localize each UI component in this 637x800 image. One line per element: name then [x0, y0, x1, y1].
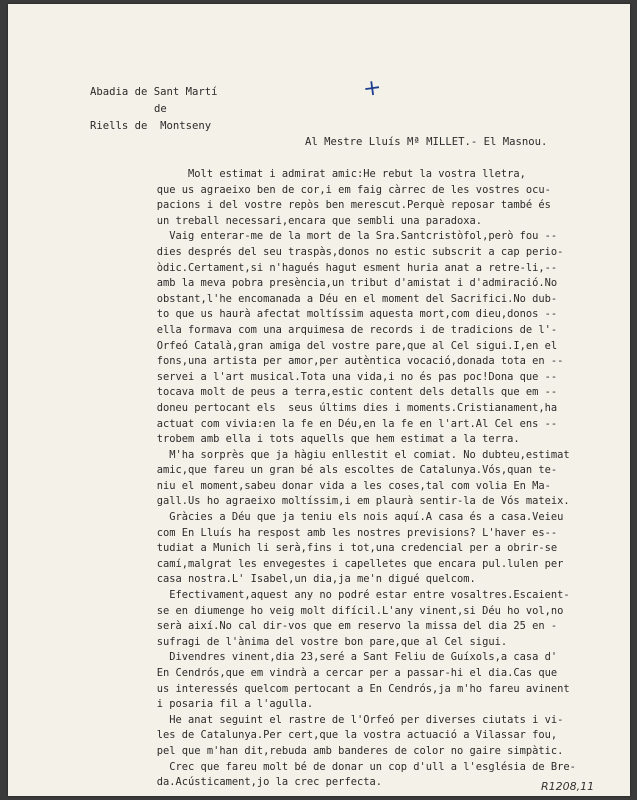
- letter-line: ella formava com una arquimesa de records i de tradicions de l'-: [138, 323, 558, 336]
- sender-line-2: de: [154, 103, 167, 115]
- letter-line: M'ha sorprès que ja hàgiu enllestit el comiat. No dubteu,estimat: [138, 448, 570, 461]
- letter-line: trobem amb ella i tots aquells que hem estimat a la terra.: [138, 433, 520, 446]
- letter-line: da.Acústicament,jo la crec perfecta.: [138, 776, 382, 789]
- sender-line-1: Abadia de Sant Martí: [90, 86, 218, 98]
- letter-line: amic,que fareu un gran bé als escoltes de Catalunya.Vós,quan te-: [138, 464, 558, 477]
- letter-line: En Cendrós,que em vindrà a cercar per a passar-hi el dia.Cas que: [138, 667, 558, 679]
- letter-line: Efectivament,aquest any no podré estar entre vosaltres.Escaient-: [138, 589, 570, 602]
- letter-line: amb la meva pobra presència,un tribut d'amistat i d'admiració.No: [138, 277, 558, 290]
- letter-body: [138, 167, 618, 791]
- letter-page: [8, 4, 630, 796]
- letter-line: us interessés quelcom pertocant a En Cendrós,ja m'ho fareu avinent: [138, 682, 570, 695]
- letter-line: casa nostra.L' Isabel,un dia,ja me'n digué quelcom.: [138, 573, 476, 586]
- letter-line: les de Catalunya.Per cert,que la vostra actuació a Vilassar fou,: [138, 729, 558, 742]
- letter-line: niu el moment,sabeu donar vida a les coses,tal com volia En Ma-: [138, 479, 551, 492]
- letter-line: Vaig enterar-me de la mort de la Sra.Santcristòfol,però fou --: [138, 230, 558, 243]
- letter-line: se en diumenge ho veig molt difícil.L'any vinent,si Déu ho vol,no: [138, 604, 564, 617]
- letter-line: doneu pertocant els seus últims dies i moments.Cristianament,ha: [138, 401, 558, 414]
- letter-line: camí,malgrat les envegestes i capelletes que encara pul.lulen per: [138, 557, 564, 570]
- letter-line: i posaria fil a l'agulla.: [138, 698, 314, 711]
- archive-number: R1208,11: [541, 780, 595, 793]
- letter-line: gall.Us ho agraeixo moltíssim,i em plaurà sentir-la de Vós mateix.: [138, 495, 570, 508]
- letter-line: obstant,l'he encomanada a Déu en el moment del Sacrifici.No dub-: [138, 292, 558, 305]
- letter-line: tudiat a Munich li serà,fins i tot,una credencial per a obrir-se: [138, 542, 558, 555]
- letter-line: serà així.No cal dir-vos que em reservo la missa del dia 25 en -: [138, 620, 558, 633]
- letter-line: fons,una artista per amor,per autèntica vocació,donada tota en --: [138, 355, 564, 368]
- letter-line: Molt estimat i admirat amic:He rebut la vostra lletra,: [138, 168, 526, 180]
- letter-line: Gràcies a Déu que ja teniu els nois aquí.A casa és a casa.Veieu: [138, 511, 564, 524]
- letter-line: que us agraeixo ben de cor,i em faig càrrec de les vostres ocu-: [138, 183, 551, 196]
- letter-line: dies després del seu traspàs,donos no estic subscrit a cap perio-: [138, 245, 564, 258]
- letter-line: òdic.Certament,si n'hagués hagut esment huria anat a retre-li,--: [138, 261, 558, 274]
- letter-line: sufragi de l'ànima del vostre bon pare,que al Cel sigui.: [138, 635, 508, 648]
- letter-line: Crec que fareu molt bé de donar un cop d'ull a l'església de Bre-: [138, 760, 576, 773]
- letter-line: com En Lluís ha respost amb les nostres previsions? L'haver es--: [138, 526, 558, 539]
- letter-line: to que us haurà afectat moltíssim aquesta mort,com dieu,donos --: [138, 308, 558, 321]
- letter-line: Divendres vinent,dia 23,seré a Sant Feliu de Guíxols,a casa d': [138, 651, 558, 664]
- letter-line: tocava molt de peus a terra,estic content dels detalls que em --: [138, 386, 558, 399]
- letter-line: un treball necessari,encara que sembli una paradoxa.: [138, 214, 483, 227]
- sender-line-3: Riells de Montseny: [90, 120, 212, 132]
- letter-line: Orfeó Català,gran amiga del vostre pare,que al Cel sigui.I,en el: [138, 339, 558, 352]
- letter-line: He anat seguint el rastre de l'Orfeó per diverses ciutats i vi-: [138, 713, 564, 726]
- handwritten-cross-mark: +: [361, 74, 384, 103]
- letter-line: pel que m'han dit,rebuda amb banderes de color no gaire simpàtic.: [138, 744, 564, 757]
- letter-line: servei a l'art musical.Tota una vida,i no és pas poc!Dona que --: [138, 370, 558, 383]
- letter-line: pacions i del vostre repòs ben merescut.Perquè reposar també és: [138, 199, 551, 212]
- letter-line: actuat com vivia:en la fe en Déu,en la fe en l'art.Al Cel ens --: [138, 417, 558, 430]
- sender-address: [90, 84, 218, 135]
- recipient-line: Al Mestre Lluís Mª MILLET.- El Masnou.: [305, 136, 548, 148]
